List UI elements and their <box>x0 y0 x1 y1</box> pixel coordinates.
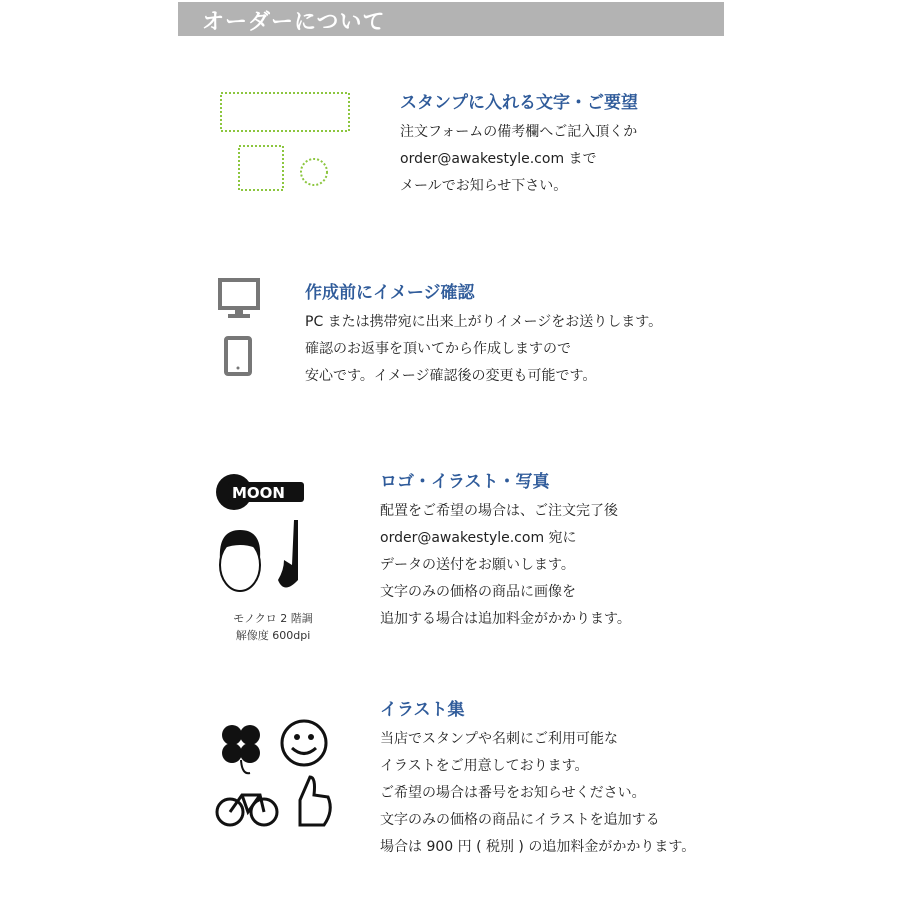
section-illustrations <box>380 695 695 861</box>
section-header <box>178 2 724 36</box>
section-title: 作成前にイメージ確認 <box>305 283 475 303</box>
caption-line: 解像度 600dpi <box>235 629 311 642</box>
image-spec-caption <box>218 610 328 644</box>
text-line: ご希望の場合は番号をお知らせください。 <box>380 785 646 801</box>
text-line: 場合は 900 円 ( 税別 ) の追加料金がかかります。 <box>380 839 696 855</box>
text-line: データの送付をお願いします。 <box>380 557 575 573</box>
text-line: 配置をご希望の場合は、ご注文完了後 <box>380 503 618 519</box>
text-line: 文字のみの価格の商品に画像を <box>380 584 576 600</box>
section-title: スタンプに入れる文字・ご要望 <box>400 93 638 113</box>
text-line: 安心です。イメージ確認後の変更も可能です。 <box>305 368 597 384</box>
text-line: イラストをご用意しております。 <box>380 758 589 774</box>
section-title: ロゴ・イラスト・写真 <box>380 472 550 492</box>
text-line: 追加する場合は追加料金がかかります。 <box>380 611 631 627</box>
text-line: PC または携帯宛に出来上がりイメージをお送りします。 <box>305 314 663 330</box>
stamp-shapes-icon <box>218 90 353 195</box>
text-line: 確認のお返事を頂いてから作成しますので <box>305 341 571 357</box>
moon-logo-face-guitar-icon <box>214 470 314 600</box>
text-line: メールでお知らせ下さい。 <box>400 178 568 194</box>
logo-text: MOON <box>232 484 285 502</box>
section-title: イラスト集 <box>380 700 465 720</box>
text-line: 当店でスタンプや名刺にご利用可能な <box>380 731 618 747</box>
section-stamp-text <box>400 88 638 200</box>
section-image-confirm <box>305 278 662 390</box>
caption-line: モノクロ 2 階調 <box>233 612 313 625</box>
text-line: order@awakestyle.com 宛に <box>380 530 577 546</box>
section-logo-photo <box>380 467 631 633</box>
text-line: 文字のみの価格の商品にイラストを追加する <box>380 812 660 828</box>
text-line: 注文フォームの備考欄へご記入頂くか <box>400 124 638 140</box>
header-title: オーダーについて <box>202 10 386 35</box>
illustration-samples-icon <box>212 715 337 830</box>
text-line: order@awakestyle.com まで <box>400 151 597 167</box>
monitor-phone-icon <box>218 278 263 378</box>
